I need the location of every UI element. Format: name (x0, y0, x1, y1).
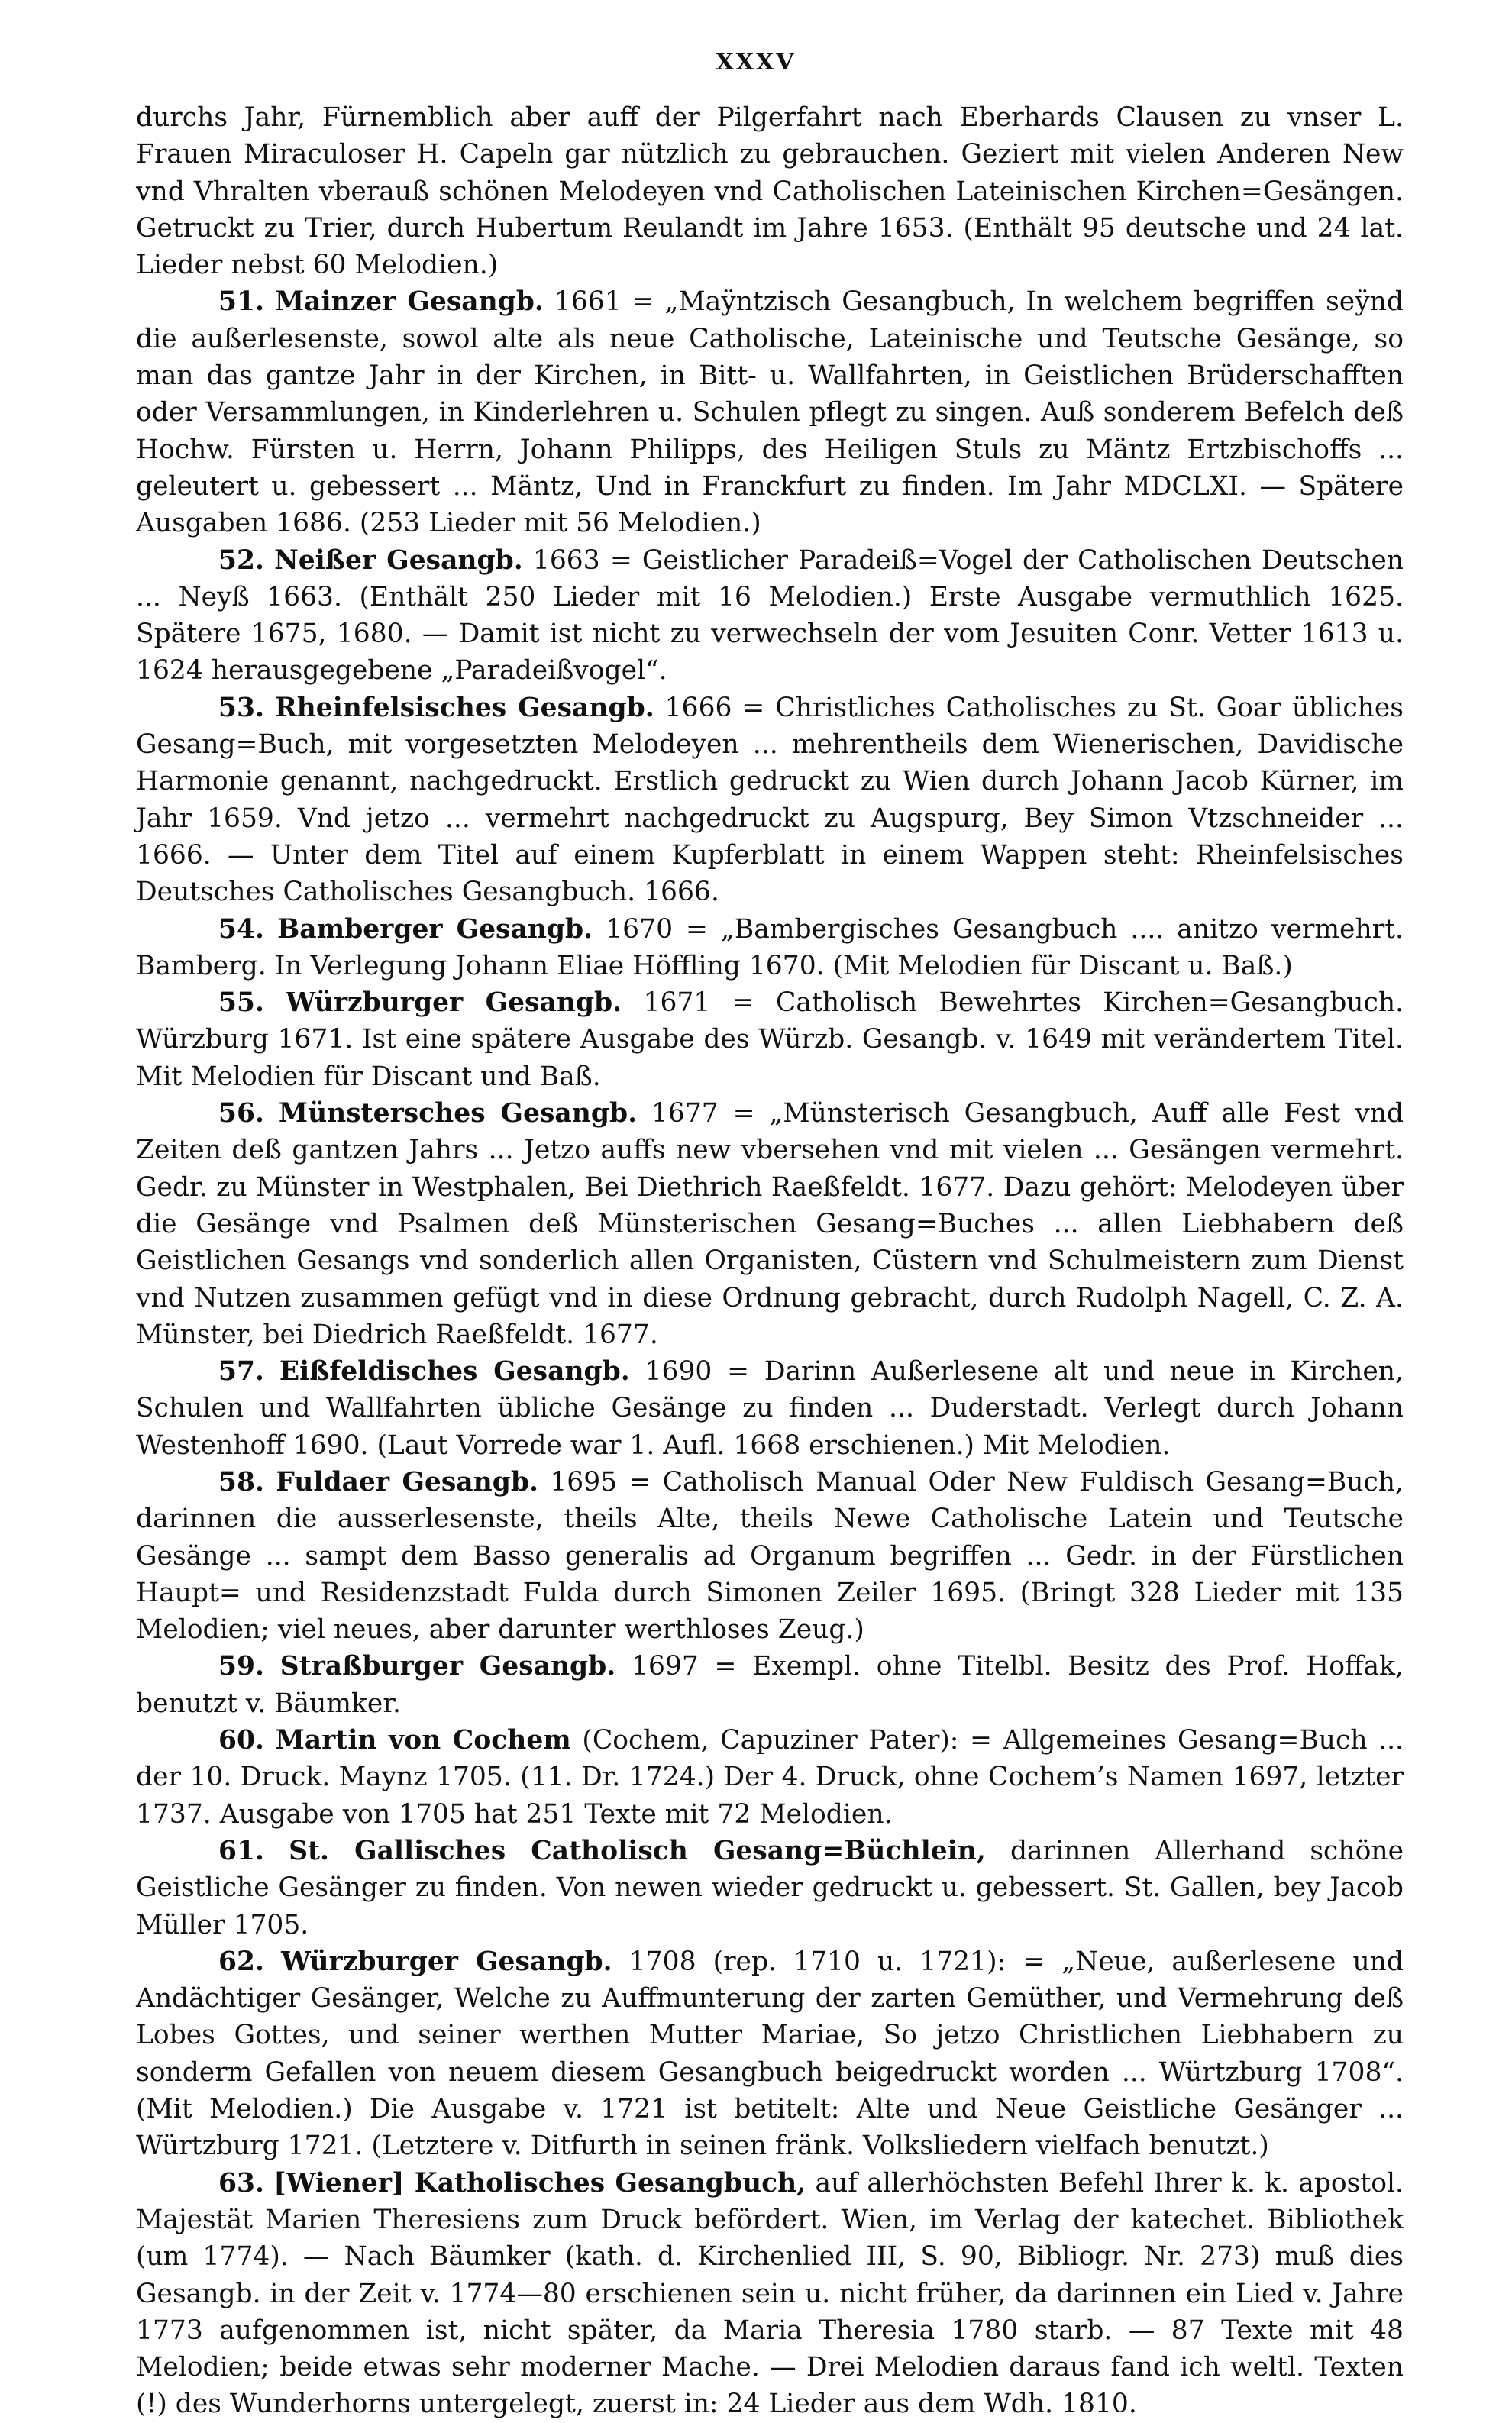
entry-text: 1670 = „Bambergisches Gesangbuch .... anitzo vermehrt. Bamberg. In Verlegung Johann Eliae Höffling 1670. (Mit Melodien für Discant u. Baß.) (136, 913, 1404, 981)
entry (136, 1464, 1404, 1648)
entry-title: Neißer Gesangb. (274, 544, 523, 576)
entry-text: auf allerhöchsten Befehl Ihrer k. k. apostol. Majestät Marien Theresiens zum Druck befördert. Wien, im Verlag der katechet. Bibliothek (um 1774). — Nach Bäumker (kath. d. Kirchenlied III, S. 90, Bibliogr. Nr. 273) muß dies Gesangb. in der Zeit v. 1774—80 erschienen sein u. nicht früher, da darinnen ein Lied v. Jahre 1773 aufgenommen ist, nicht später, da Maria Theresia 1780 starb. — 87 Texte mit 48 Melodien; beide etwas sehr moderner Mache. — Drei Melodien daraus fand ich weltl. Texten (!) des Wunderhorns untergelegt, zuerst in: 24 Lieder aus dem Wdh. 1810. (136, 2167, 1404, 2420)
entry-number: 63. (218, 2167, 265, 2198)
entry-number: 61. (218, 1835, 265, 1866)
entry-number: 62. (218, 1946, 265, 1977)
entry (136, 1833, 1404, 1943)
entry-title: Martin von Cochem (275, 1725, 571, 1756)
entry-number: 56. (218, 1098, 265, 1129)
entry-title: Würzburger Gesangb. (281, 1946, 612, 1977)
entry-number: 55. (218, 987, 265, 1019)
entry-text: (Cochem, Capuziner Pater): = Allgemeines Gesang=Buch ... der 10. Druck. Maynz 1705. (11. Dr. 1724.) Der 4. Druck, ohne Cochem’s Namen 1697, letzter 1737. Ausgabe von 1705 hat 251 Texte mit 72 Melodien. (136, 1725, 1404, 1830)
entry (136, 911, 1404, 985)
entry (136, 283, 1404, 541)
entry-title: Fuldaer Gesangb. (276, 1466, 538, 1497)
entry-text: 1666 = Christliches Catholisches zu St. Goar übliches Gesang=Buch, mit vorgesetzten Melodeyen ... mehrentheils dem Wienerischen, Davidische Harmonie genannt, nachgedruckt. Erstlich gedruckt zu Wien durch Johann Jacob Kürner, im Jahr 1659. Vnd jetzo ... vermehrt nachgedruckt zu Augspurg, Bey Simon Vtzschneider ... 1666. — Unter dem Titel auf einem Kupferblatt in einem Wappen steht: Rheinfelsisches Deutsches Catholisches Gesangbuch. 1666. (136, 692, 1404, 908)
entry-text: 1708 (rep. 1710 u. 1721): = „Neue, außerlesene und Andächtiger Gesänger, Welche zu Auffmunterung der zarten Gemüther, und Vermehrung deß Lobes Gottes, und seiner werthen Mutter Mariae, So jetzo Christlichen Liebhabern zu sonderm Gefallen von neuem diesem Gesangbuch beigedruckt worden ... Würtzburg 1708“. (Mit Melodien.) Die Ausgabe v. 1721 ist betitelt: Alte und Neue Geistliche Gesänger ... Würtzburg 1721. (Letztere v. Ditfurth in seinen fränk. Volksliedern vielfach benutzt.) (136, 1946, 1404, 2162)
entry-number: 58. (218, 1466, 265, 1497)
text-block (136, 99, 1404, 2423)
entry-number: 51. (218, 286, 265, 318)
page-number: XXXV (716, 49, 796, 76)
entry-number: 54. (218, 913, 265, 945)
entry-text: 1663 = Geistlicher Paradeiß=Vogel der Catholischen Deutschen ... Neyß 1663. (Enthält 250 Lieder mit 16 Melodien.) Erste Ausgabe vermuthlich 1625. Spätere 1675, 1680. — Damit ist nicht zu verwechseln der vom Jesuiten Conr. Vetter 1613 u. 1624 herausgegebene „Paradeißvogel“. (136, 544, 1404, 687)
entry (136, 1353, 1404, 1464)
entry-text: 1661 = „Maÿntzisch Gesangbuch, In welchem begriffen seÿnd die außerlesenste, sowol alte als neue Catholische, Lateinische und Teutsche Gesänge, so man das gantze Jahr in der Kirchen, in Bitt- u. Wallfahrten, in Geistlichen Brüderschafften oder Versammlungen, in Kinderlehren u. Schulen pflegt zu singen. Auß sonderem Befelch deß Hochw. Fürsten u. Herrn, Johann Philipps, des Heiligen Stuls zu Mäntz Ertzbischoffs ... geleutert u. gebessert ... Mäntz, Und in Franckfurt zu finden. Im Jahr MDCLXI. — Spätere Ausgaben 1686. (253 Lieder mit 56 Melodien.) (136, 286, 1404, 539)
entry-number: 60. (218, 1725, 265, 1756)
entry-text: 1677 = „Münsterisch Gesangbuch, Auff alle Fest vnd Zeiten deß gantzen Jahrs ... Jetzo auffs new vbersehen vnd mit vielen ... Gesängen vermehrt. Gedr. zu Münster in Westphalen, Bei Diethrich Raeßfeldt. 1677. Dazu gehört: Melodeyen über die Gesänge vnd Psalmen deß Münsterischen Gesang=Buches ... allen Liebhabern deß Geistlichen Gesangs vnd sonderlich allen Organisten, Cüstern vnd Schulmeistern zum Dienst vnd Nutzen zusammen gefügt vnd in diese Ordnung gebracht, durch Rudolph Nagell, C. Z. A. Münster, bei Diedrich Raeßfeldt. 1677. (136, 1098, 1404, 1350)
entry-number: 57. (218, 1356, 265, 1388)
entry-title: St. Gallisches Catholisch Gesang=Büchlein, (289, 1835, 986, 1866)
entry (136, 1648, 1404, 1722)
entry-number: 52. (218, 544, 265, 576)
entry-title: Bamberger Gesangb. (277, 913, 593, 945)
entry-title: Rheinfelsisches Gesangb. (274, 692, 654, 723)
entry-number: 59. (218, 1651, 265, 1682)
entry (136, 2165, 1404, 2423)
entry-text: 1690 = Darinn Außerlesene alt und neue in Kirchen, Schulen und Wallfahrten übliche Gesänge zu finden ... Duderstadt. Verlegt durch Johann Westenhoff 1690. (Laut Vorrede war 1. Aufl. 1668 erschienen.) Mit Melodien. (136, 1356, 1404, 1461)
entry-title: Mainzer Gesangb. (274, 286, 544, 318)
intro-paragraph: durchs Jahr, Fürnemblich aber auff der Pilgerfahrt nach Eberhards Clausen zu vnser L. Frauen Miraculoser H. Capeln gar nützlich zu gebrauchen. Geziert mit vielen Anderen New vnd Vhralten vberauß schönen Melodeyen vnd Catholischen Lateinischen Kirchen=Gesängen. Getruckt zu Trier, durch Hubertum Reulandt im Jahre 1653. (Enthält 95 deutsche und 24 lat. Lieder nebst 60 Melodien.) (136, 102, 1404, 281)
entry-text: 1695 = Catholisch Manual Oder New Fuldisch Gesang=Buch, darinnen die ausserlesenste, theils Alte, theils Newe Catholische Latein und Teutsche Gesänge ... sampt dem Basso generalis ad Organum begriffen ... Gedr. in der Fürstlichen Haupt= und Residenzstadt Fulda durch Simonen Zeiler 1695. (Bringt 328 Lieder mit 135 Melodien; viel neues, aber darunter werthloses Zeug.) (136, 1466, 1404, 1646)
entry-title: [Wiener] Katholisches Gesangbuch, (273, 2167, 806, 2198)
entry-title: Würzburger Gesangb. (286, 987, 622, 1019)
entry-number: 53. (218, 692, 265, 723)
entry-title: Eißfeldisches Gesangb. (279, 1356, 630, 1388)
entry (136, 1095, 1404, 1353)
entry (136, 542, 1404, 690)
entry (136, 1722, 1404, 1833)
entry-title: Straßburger Gesangb. (279, 1651, 616, 1682)
entry-text: 1697 = Exempl. ohne Titelbl. Besitz des Prof. Hoffak, benutzt v. Bäumker. (136, 1651, 1404, 1719)
entry-title: Münstersches Gesangb. (278, 1098, 638, 1129)
entry-text: 1671 = Catholisch Bewehrtes Kirchen=Gesangbuch. Würzburg 1671. Ist eine spätere Ausgabe des Würzb. Gesangb. v. 1649 mit verändertem Titel. Mit Melodien für Discant und Baß. (136, 987, 1404, 1092)
entry (136, 1943, 1404, 2165)
entry (136, 984, 1404, 1095)
entry-text: darinnen Allerhand schöne Geistliche Gesänger zu finden. Von newen wieder gedruckt u. gebessert. St. Gallen, bey Jacob Müller 1705. (136, 1835, 1404, 1940)
entry (136, 690, 1404, 911)
